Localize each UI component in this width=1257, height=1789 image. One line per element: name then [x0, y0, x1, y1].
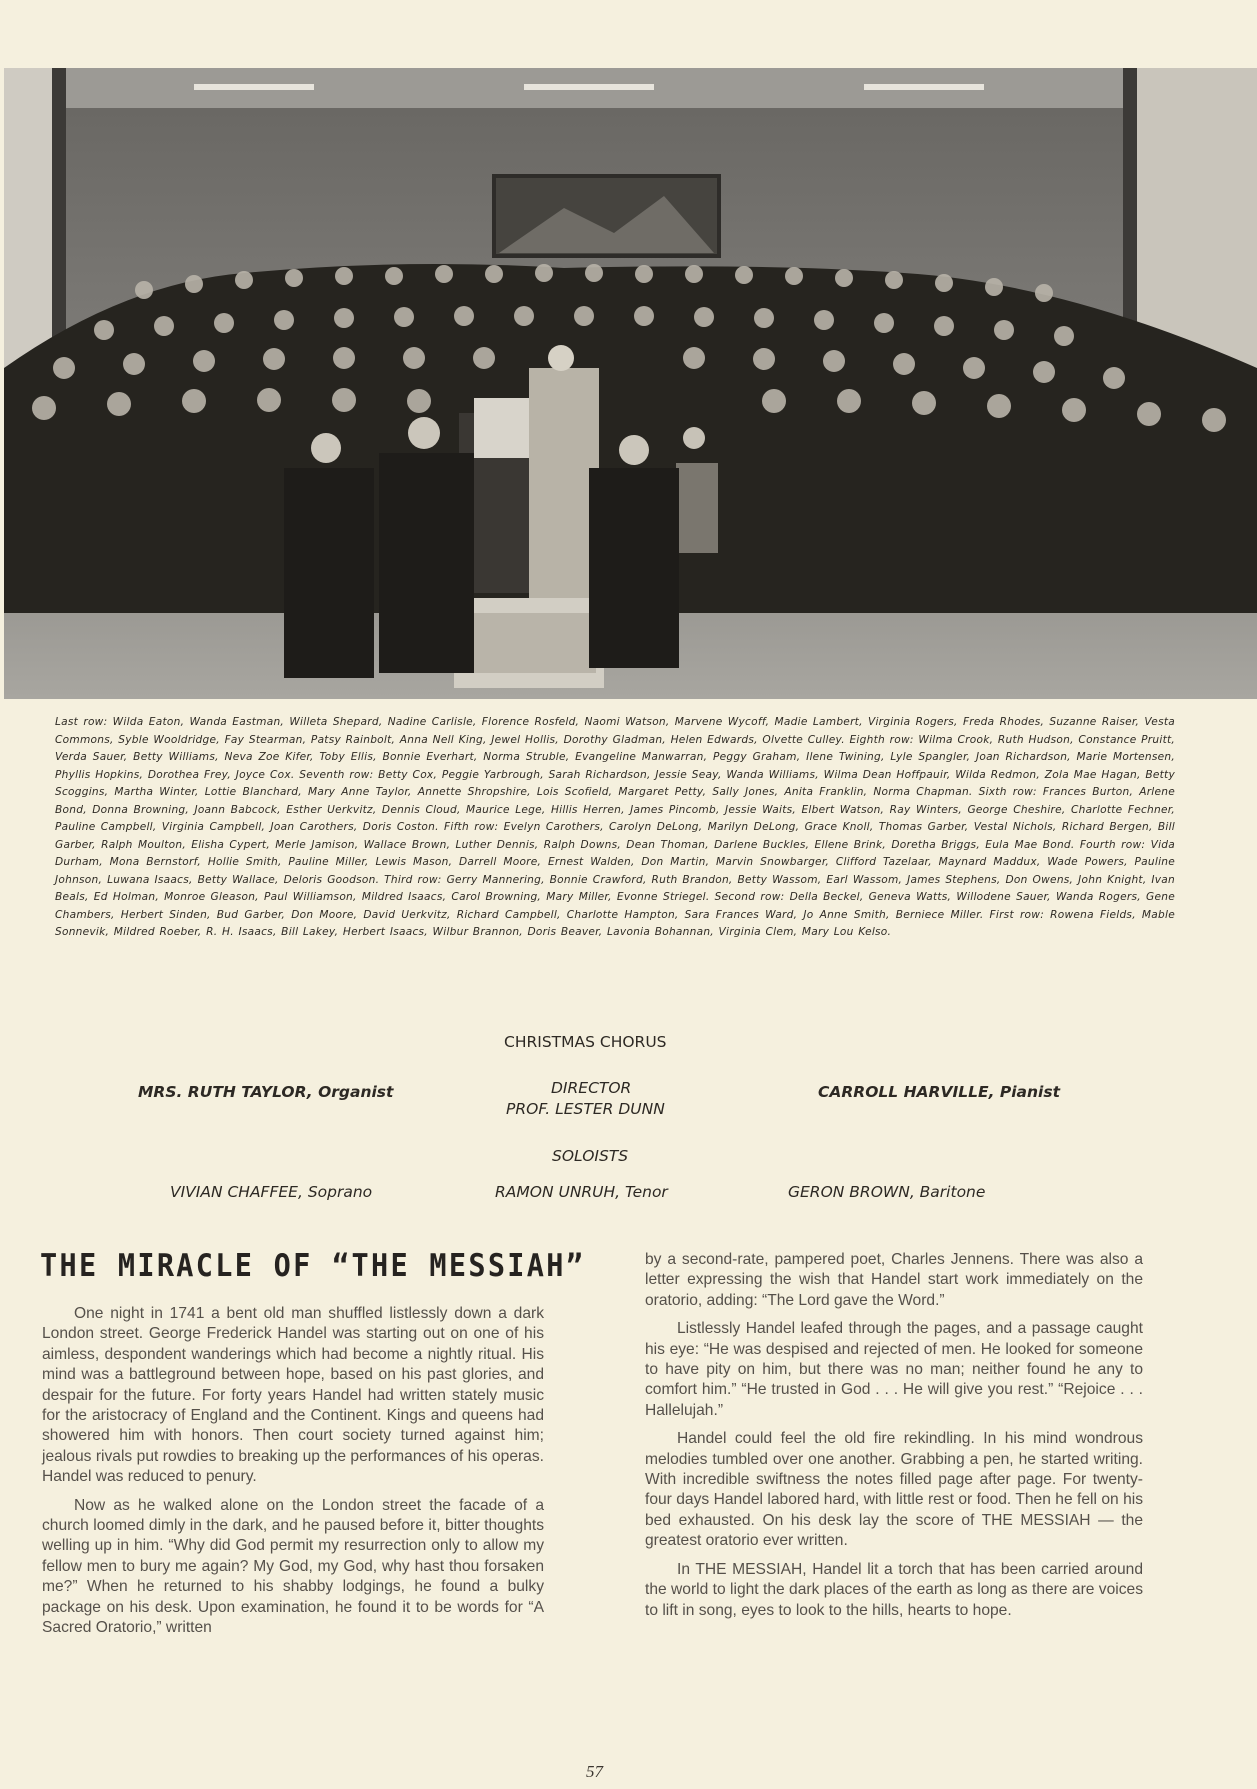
page-number: 57 — [586, 1762, 603, 1781]
paragraph: by a second-rate, pampered poet, Charles Jennens. There was also a letter expressing the wish that Handel start work immediately on the oratorio, adding: “The Lord gave the Word.” — [645, 1251, 1143, 1309]
pianist-credit: CARROLL HARVILLE, Pianist — [818, 1083, 1060, 1101]
chorus-title: CHRISTMAS CHORUS — [504, 1033, 667, 1051]
paragraph: One night in 1741 a bent old man shuffled listlessly down a dark London street. George Frederick Handel was starting out on one of his aimless, despondent wanderings which had become a nightly ritual. His mind was a battleground between hope, based on his past glories, and despair for the future. For forty years Handel had written stately music for the aristocracy of England and the Continent. Kings and queens had showered him with honors. Then court society turned against him; jealous rivals put rowdies to breaking up the performances of his operas. Handel was reduced to penury. — [42, 1305, 544, 1486]
director-label: DIRECTOR — [551, 1079, 632, 1097]
organist-credit: MRS. RUTH TAYLOR, Organist — [138, 1083, 394, 1101]
paragraph: Listlessly Handel leafed through the pages, and a passage caught his eye: “He was despised and rejected of men. He looked for someone to have pity on him, but there was no man; neither found he any to comfort him.” “He trusted in God . . . He will give you rest.” “Rejoice . . . Hallelujah.” — [645, 1320, 1143, 1419]
paragraph: In THE MESSIAH, Handel lit a torch that has been carried around the world to light the dark places of the earth as long as there are voices to lift in song, eyes to look to the hills, hearts to hope. — [645, 1560, 1143, 1619]
article-left-column — [42, 1304, 544, 1639]
chorus-photo — [4, 68, 1257, 699]
baritone-credit: GERON BROWN, Baritone — [788, 1183, 986, 1201]
article-right-column — [645, 1250, 1143, 1621]
director-name: PROF. LESTER DUNN — [506, 1100, 665, 1118]
article-headline: THE MIRACLE OF “THE MESSIAH” — [40, 1248, 586, 1284]
photo-caption: Last row: Wilda Eaton, Wanda Eastman, Willeta Shepard, Nadine Carlisle, Florence Rosfeld, Naomi Watson, Marvene Wycoff, Madie Lambert, Virginia Rogers, Freda Rhodes, Suzanne Raiser, Vesta Commons, Syble Wooldridge, Fay Stearman, Patsy Rainbolt, Anna Nell King, Jewel Hollis, Dorothy Gladman, Helen Edwards, Olvette Culley. Eighth row: Wilma Crook, Ruth Hudson, Constance Pruitt, Verda Sauer, Betty Williams, Neva Zoe Kifer, Toby Ellis, Bonnie Everhart, Norma Struble, Evangeline Manwarran, Peggy Graham, Ilene Twining, Lyle Spangler, Joan Richardson, Marie Mortensen, Phyllis Hopkins, Dorothea Frey, Joyce Cox. Seventh row: Betty Cox, Peggie Yarbrough, Sarah Richardson, Jessie Seay, Wanda Williams, Wilma Dean Hoffpauir, Wilda Redmon, Zola Mae Hagan, Betty Scoggins, Martha Winter, Lottie Blanchard, Mary Anne Taylor, Annette Shropshire, Lois Scofield, Margaret Petty, Sally Jones, Anita Franklin, Norma Chapman. Sixth row: Frances Burton, Arlene Bond, Donna Browning, Joann Babcock, Esther Uerkvitz, Dennis Cloud, Maurice Lege, Hillis Herren, James Pincomb, Jessie Waits, Elbert Watson, Ray Winters, George Cheshire, Charlotte Fechner, Pauline Campbell, Virginia Campbell, Joan Carothers, Doris Coston. Fifth row: Evelyn Carothers, Carolyn DeLong, Marilyn DeLong, Grace Knoll, Thomas Garber, Vestal Nichols, Richard Bergen, Bill Garber, Ralph Moulton, Elisha Cypert, Merle Jamison, Wallace Brown, Luther Dennis, Ralph Downs, Dean Thoman, Darlene Buckles, Ellene Brink, Doretha Briggs, Eula Mae Bond. Fourth row: Vida Durham, Mona Bernstorf, Hollie Smith, Pauline Miller, Lewis Mason, Darrell Moore, Ernest Walden, Don Martin, Marvin Snowbarger, Clifford Tazelaar, Maynard Maddux, Wade Powers, Pauline Johnson, Luwana Isaacs, Betty Wallace, Deloris Goodson. Third row: Gerry Mannering, Bonnie Crawford, Ruth Brandon, Betty Wassom, Earl Wassom, James Stephens, Don Owens, John Knight, Ivan Beals, Ed Holman, Monroe Gleason, Paul Williamson, Mildred Isaacs, Carol Browning, Mary Miller, Evonne Striegel. Second row: Della Beckel, Geneva Watts, Willodene Sauer, Wanda Rogers, Gene Chambers, Herbert Sinden, Bud Garber, Don Moore, David Uerkvitz, Richard Campbell, Charlotte Hampton, Sara Frances Ward, Jo Anne Smith, Berniece Miller. First row: Rowena Fields, Mable Sonnevik, Mildred Roeber, R. H. Isaacs, Bill Lakey, Herbert Isaacs, Wilbur Brannon, Doris Beaver, Lavonia Bohannan, Virginia Clem, Mary Lou Kelso. — [55, 716, 1175, 938]
paragraph: Handel could feel the old fire rekindling. In his mind wondrous melodies tumbled over one another. Grabbing a pen, he started writing. With incredible swiftness the notes filled page after page. For twenty-four days Handel labored hard, with little rest or food. Then he fell on his bed exhausted. On his desk lay the score of THE MESSIAH — the greatest oratorio ever written. — [645, 1430, 1143, 1550]
soprano-credit: VIVIAN CHAFFEE, Soprano — [170, 1183, 373, 1201]
tenor-credit: RAMON UNRUH, Tenor — [495, 1183, 668, 1201]
paragraph: Now as he walked alone on the London street the facade of a church loomed dimly in the dark, and he paused before it, bitter thoughts welling up in him. “Why did God permit my resurrection only to allow my fellow men to bury me again? My God, my God, why hast thou forsaken me?” When he returned to his shabby lodgings, he found a bulky package on his desk. Upon examination, he found it to be words for “A Sacred Oratorio,” written — [42, 1496, 544, 1637]
soloists-label: SOLOISTS — [552, 1147, 629, 1165]
